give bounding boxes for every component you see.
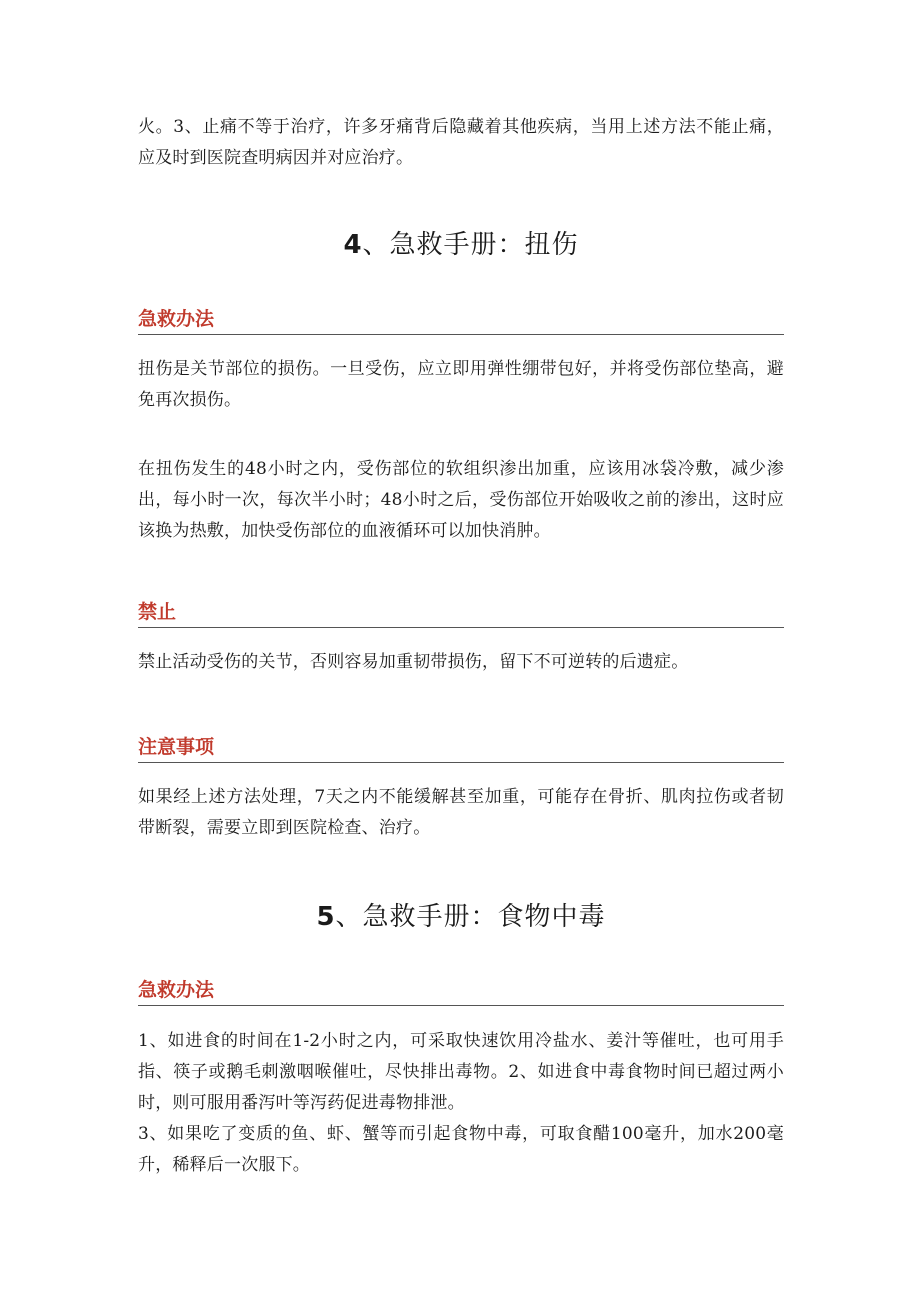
chapter5-section1-para1: 1、如进食的时间在1-2小时之内，可采取快速饮用冷盐水、姜汁等催吐，也可用手指、筷子或鹅毛刺激咽喉催吐，尽快排出毒物。2、如进食中毒食物时间已超过两小时，则可服用番泻叶等泻药促进毒物排泄。 (138, 1031, 784, 1113)
chapter5-section1-para1-block (138, 1026, 784, 1181)
chapter4-number: 4 (343, 230, 363, 260)
chapter4-title-block (138, 224, 784, 261)
chapter4-section1-para1-block (138, 354, 784, 416)
chapter4-section3 (138, 734, 784, 763)
chapter4-title (138, 224, 784, 261)
chapter5-section1 (138, 977, 784, 1006)
chapter4-section1-para2-block (138, 454, 784, 547)
chapter5-title-block (138, 896, 784, 933)
section-heading-first-aid: 急救办法 (138, 306, 784, 335)
chapter5-title (138, 896, 784, 933)
chapter4-section1-para2: 在扭伤发生的48小时之内，受伤部位的软组织渗出加重，应该用冰袋冷敷，减少渗出，每小时一次，每次半小时；48小时之后，受伤部位开始吸收之前的渗出，这时应该换为热敷，加快受伤部位的血液循环可以加快消肿。 (138, 459, 784, 541)
section-heading-notes: 注意事项 (138, 734, 784, 763)
chapter4-title-text: 、急救手册：扭伤 (362, 230, 579, 260)
chapter4-section1 (138, 306, 784, 335)
chapter5-title-text: 、急救手册：食物中毒 (335, 902, 606, 932)
intro-paragraph: 火。3、止痛不等于治疗，许多牙痛背后隐藏着其他疾病，当用上述方法不能止痛，应及时到医院查明病因并对应治疗。 (138, 117, 784, 168)
chapter4-section3-para-block (138, 782, 784, 844)
chapter4-section1-para1: 扭伤是关节部位的损伤。一旦受伤，应立即用弹性绷带包好，并将受伤部位垫高，避免再次损伤。 (138, 359, 784, 410)
chapter4-section2-para: 禁止活动受伤的关节，否则容易加重韧带损伤，留下不可逆转的后遗症。 (138, 652, 689, 672)
chapter5-section1-para2: 3、如果吃了变质的鱼、虾、蟹等而引起食物中毒，可取食醋100毫升，加水200毫升，稀释后一次服下。 (138, 1124, 784, 1175)
chapter4-section2-para-block (138, 647, 784, 678)
intro-block (138, 112, 784, 174)
chapter5-number: 5 (316, 902, 336, 932)
chapter4-section2 (138, 599, 784, 628)
section-heading-first-aid-2: 急救办法 (138, 977, 784, 1006)
chapter4-section3-para: 如果经上述方法处理，7天之内不能缓解甚至加重，可能存在骨折、肌肉拉伤或者韧带断裂，需要立即到医院检查、治疗。 (138, 787, 784, 838)
section-heading-prohibited: 禁止 (138, 599, 784, 628)
